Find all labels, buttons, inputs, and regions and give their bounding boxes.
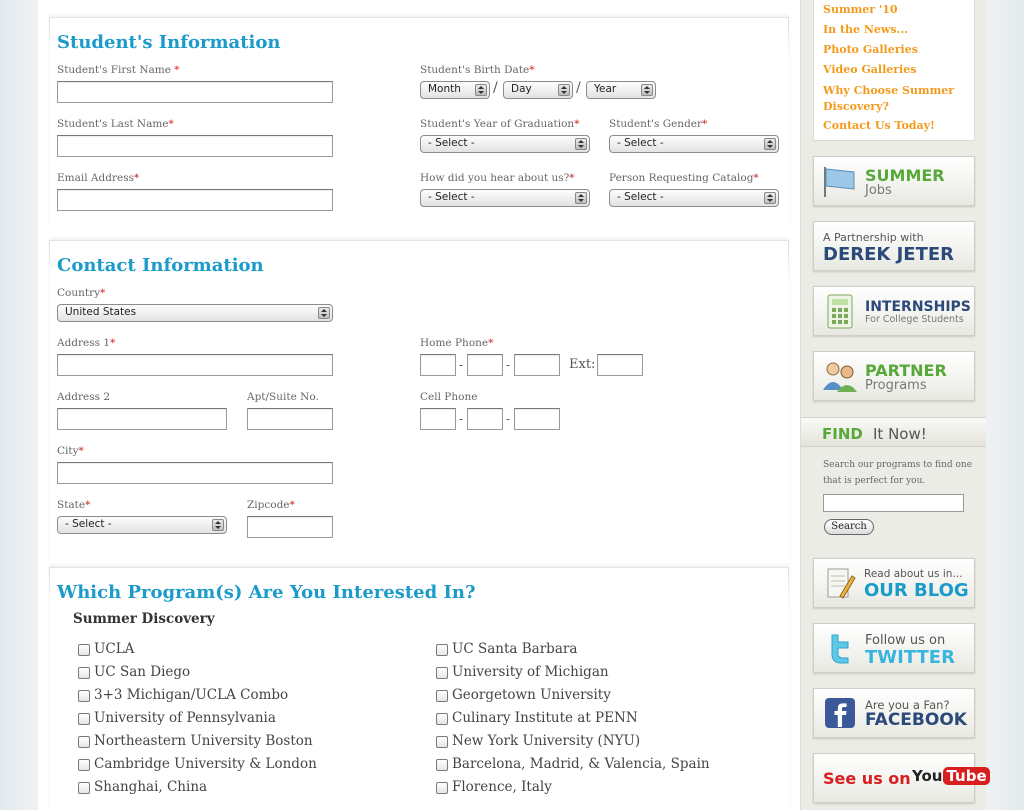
program-checkbox[interactable]: UC San Diego (75, 664, 190, 680)
country-select[interactable]: United States (57, 304, 333, 322)
youtube-banner[interactable] (813, 753, 987, 803)
gender-select[interactable]: - Select - (609, 135, 779, 153)
chevron-updown-icon (575, 138, 587, 150)
youtube-logo-tube: Tube (943, 767, 989, 785)
search-button[interactable]: Search (824, 519, 874, 535)
checkbox[interactable] (78, 713, 90, 725)
checkbox[interactable] (78, 782, 90, 794)
nav-link-news[interactable]: In the News... (823, 23, 909, 36)
blog-banner[interactable] (813, 558, 975, 608)
program-search-input[interactable] (823, 494, 964, 512)
phone-separator: - (506, 412, 511, 426)
email-label: Email Address* (57, 172, 140, 184)
phone-separator: - (459, 358, 464, 372)
section-title: Student's Information (57, 32, 281, 53)
home-phone-area-input[interactable] (420, 354, 456, 376)
cell-phone-prefix-input[interactable] (467, 408, 503, 430)
last-name-label: Student's Last Name* (57, 118, 174, 130)
cell-phone-line-input[interactable] (514, 408, 560, 430)
city-input[interactable] (57, 462, 333, 484)
derek-jeter-banner[interactable] (813, 221, 975, 271)
graduation-year-select[interactable]: - Select - (420, 135, 590, 153)
first-name-label: Student's First Name * (57, 64, 180, 76)
chevron-updown-icon (318, 307, 330, 319)
summer-jobs-banner[interactable] (813, 156, 975, 206)
banner-title: See us on (823, 769, 911, 788)
chevron-updown-icon (212, 519, 224, 531)
find-it-now-header (801, 417, 986, 447)
chevron-updown-icon (764, 192, 776, 204)
phone-separator: - (506, 358, 511, 372)
state-label: State* (57, 499, 91, 511)
cell-phone-label: Cell Phone (420, 391, 478, 403)
nav-link-summer-10[interactable]: Summer '10 (823, 3, 898, 16)
find-title-bold: FIND (822, 425, 863, 443)
graduation-year-label: Student's Year of Graduation* (420, 118, 580, 130)
checkbox[interactable] (78, 759, 90, 771)
banner-subtitle: Follow us on (865, 633, 946, 648)
home-phone-line-input[interactable] (514, 354, 560, 376)
banner-title: OUR BLOG (864, 580, 969, 601)
country-label: Country* (57, 287, 106, 299)
notepad-pencil-icon (826, 566, 856, 602)
phone-separator: - (459, 412, 464, 426)
program-checkbox[interactable]: University of Pennsylvania (75, 710, 276, 726)
catalog-requester-select[interactable]: - Select - (609, 189, 779, 207)
youtube-logo (912, 767, 990, 785)
checkbox[interactable] (436, 667, 448, 679)
apt-suite-input[interactable] (247, 408, 333, 430)
extension-label: Ext: (569, 357, 596, 372)
facebook-icon (824, 697, 856, 729)
address1-input[interactable] (57, 354, 333, 376)
checkbox[interactable] (436, 690, 448, 702)
birth-date-label: Student's Birth Date* (420, 64, 535, 76)
page-background-left (0, 0, 38, 810)
zipcode-label: Zipcode* (247, 499, 295, 511)
last-name-input[interactable] (57, 135, 333, 157)
program-checkbox[interactable]: UC Santa Barbara (433, 641, 577, 657)
catalog-requester-label: Person Requesting Catalog* (609, 172, 759, 184)
banner-subtitle: Programs (865, 378, 927, 393)
banner-subtitle: For College Students (865, 314, 964, 325)
banner-title: SUMMER (865, 166, 945, 185)
youtube-logo-you: You (912, 767, 943, 785)
chevron-updown-icon (764, 138, 776, 150)
contact-information-section (49, 240, 789, 560)
home-phone-prefix-input[interactable] (467, 354, 503, 376)
banner-title: TWITTER (865, 647, 955, 668)
banner-title: FACEBOOK (865, 710, 967, 730)
facebook-banner[interactable] (813, 688, 975, 738)
partner-programs-banner[interactable] (813, 351, 975, 401)
state-select[interactable]: - Select - (57, 516, 227, 534)
home-phone-ext-input[interactable] (597, 354, 643, 376)
find-title-normal: It Now! (873, 425, 927, 443)
banner-subtitle: Read about us in... (864, 568, 963, 580)
city-label: City* (57, 445, 84, 457)
banner-title: PARTNER (865, 361, 947, 380)
chevron-updown-icon (475, 84, 487, 96)
date-separator: / (576, 80, 581, 96)
banner-title: DEREK JETER (823, 244, 955, 265)
email-input[interactable] (57, 189, 333, 211)
nav-link-video-galleries[interactable]: Video Galleries (823, 63, 917, 76)
checkbox[interactable] (78, 736, 90, 748)
program-checkbox[interactable]: Georgetown University (433, 687, 611, 703)
program-group-heading: Summer Discovery (73, 611, 215, 627)
program-checkbox[interactable]: Cambridge University & London (75, 756, 317, 772)
flag-icon (822, 165, 858, 199)
address2-input[interactable] (57, 408, 227, 430)
date-separator: / (493, 80, 498, 96)
program-checkbox[interactable]: Shanghai, China (75, 779, 207, 795)
chevron-updown-icon (641, 84, 653, 96)
people-icon (821, 358, 859, 394)
checkbox[interactable] (78, 690, 90, 702)
checkbox[interactable] (436, 713, 448, 725)
checkbox[interactable] (436, 759, 448, 771)
checkbox[interactable] (436, 644, 448, 656)
checkbox[interactable] (436, 782, 448, 794)
banner-subtitle: Jobs (865, 183, 892, 198)
apt-suite-label: Apt/Suite No. (247, 391, 319, 403)
banner-title: INTERNSHIPS (865, 299, 971, 315)
checkbox[interactable] (78, 667, 90, 679)
section-title: Contact Information (57, 255, 264, 276)
program-checkbox[interactable]: Northeastern University Boston (75, 733, 313, 749)
checkbox[interactable] (436, 736, 448, 748)
program-checkbox[interactable]: Florence, Italy (433, 779, 552, 795)
calculator-icon (826, 294, 856, 330)
chevron-updown-icon (575, 192, 587, 204)
program-checkbox[interactable]: New York University (NYU) (433, 733, 640, 749)
find-description: Search our programs to find one that is perfect for you. (823, 460, 973, 486)
home-phone-label: Home Phone* (420, 337, 494, 349)
internships-banner[interactable] (813, 286, 975, 336)
sidebar-nav (813, 0, 975, 141)
birth-day-select[interactable]: Day (503, 81, 573, 99)
first-name-input[interactable] (57, 81, 333, 103)
birth-year-select[interactable]: Year (586, 81, 656, 99)
main-content (38, 0, 800, 810)
birth-month-select[interactable]: Month (420, 81, 490, 99)
chevron-updown-icon (558, 84, 570, 96)
checkbox[interactable] (78, 644, 90, 656)
program-checkbox[interactable]: University of Michigan (433, 664, 609, 680)
program-checkbox[interactable]: Culinary Institute at PENN (433, 710, 638, 726)
gender-label: Student's Gender* (609, 118, 708, 130)
program-checkbox[interactable]: 3+3 Michigan/UCLA Combo (75, 687, 288, 703)
program-checkbox[interactable]: Barcelona, Madrid, & Valencia, Spain (433, 756, 710, 772)
banner-subtitle: A Partnership with (823, 231, 924, 244)
zipcode-input[interactable] (247, 516, 333, 538)
banner-subtitle: Are you a Fan? (865, 698, 950, 712)
address1-label: Address 1* (57, 337, 116, 349)
nav-link-contact[interactable]: Contact Us Today! (823, 119, 935, 132)
cell-phone-area-input[interactable] (420, 408, 456, 430)
address2-label: Address 2 (57, 391, 111, 403)
referral-select[interactable]: - Select - (420, 189, 590, 207)
referral-label: How did you hear about us?* (420, 172, 575, 184)
program-checkbox[interactable]: UCLA (75, 641, 134, 657)
section-title: Which Program(s) Are You Interested In? (57, 582, 476, 603)
nav-link-photo-galleries[interactable]: Photo Galleries (823, 43, 918, 56)
nav-link-why-choose[interactable]: Why Choose Summer Discovery? (823, 84, 955, 113)
page-background-right (986, 0, 1024, 810)
twitter-icon (826, 633, 854, 665)
twitter-banner[interactable] (813, 623, 975, 673)
